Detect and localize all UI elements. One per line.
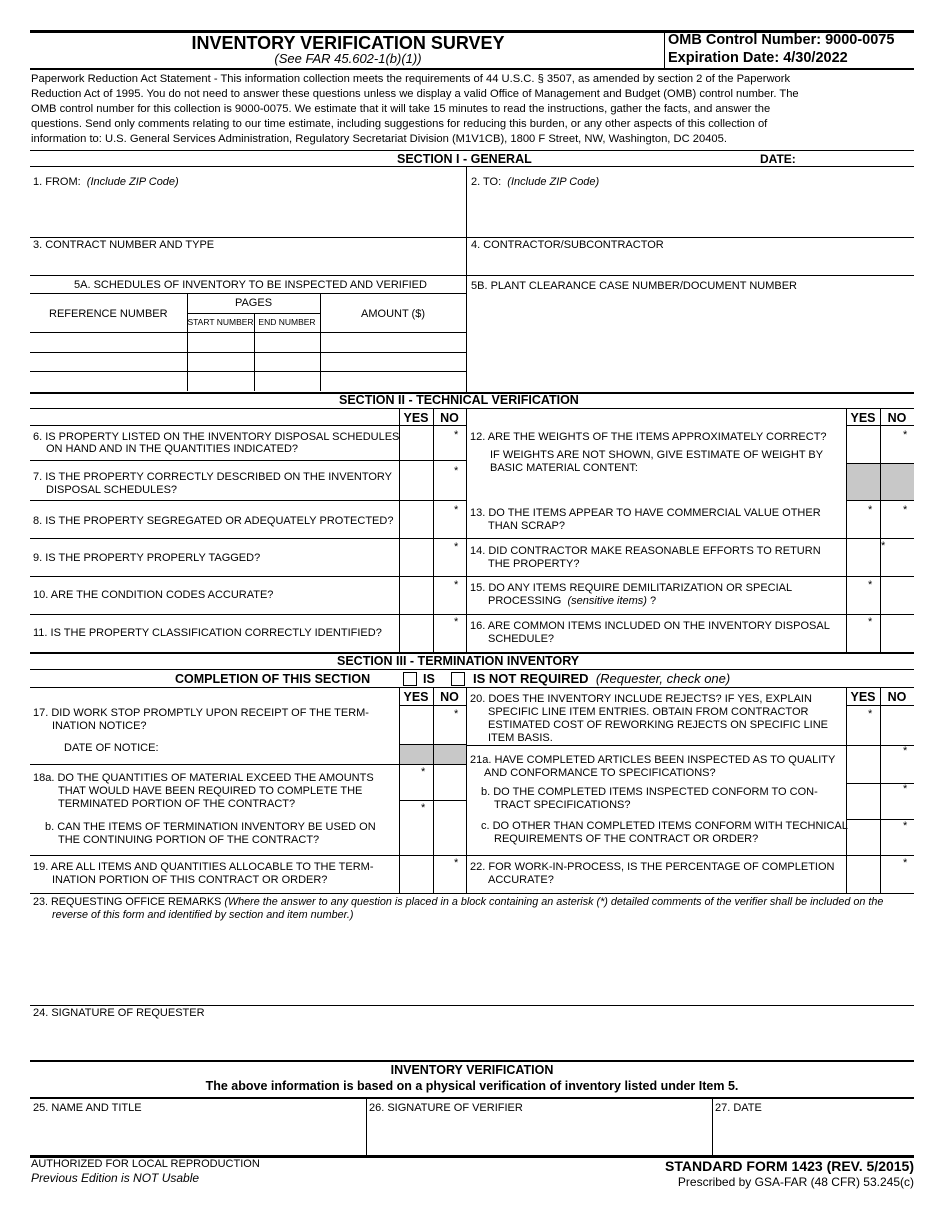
q22-no-box[interactable]	[881, 856, 913, 892]
amount-header: AMOUNT ($)	[361, 308, 425, 320]
question-15: 15. DO ANY ITEMS REQUIRE DEMILITARIZATION OR SPECIAL	[470, 582, 793, 594]
table-rule	[187, 313, 320, 314]
remarks-hint: reverse of this form and identified by section and item number.)	[52, 909, 354, 921]
q16-yes-box[interactable]	[847, 615, 879, 651]
verification-header-rule	[30, 1097, 914, 1099]
plant-clearance-field[interactable]	[468, 296, 912, 391]
question-16: 16. ARE COMMON ITEMS INCLUDED ON THE INVENTORY DISPOSAL	[470, 620, 830, 632]
q17-yes-box[interactable]	[400, 706, 432, 744]
q14-yes-box[interactable]	[847, 539, 879, 575]
verification-subtitle: The above information is based on a physical verification of inventory listed under Item 5.	[205, 1079, 739, 1093]
shaded-cell	[400, 745, 433, 764]
paperwork-line: information to: U.S. General Services Administration, Regulatory Secretariat Division (M1V1CB), 1800 F Street, NW, Washington, DC 20405.	[31, 133, 727, 145]
question-21a-cont: AND CONFORMANCE TO SPECIFICATIONS?	[484, 767, 716, 779]
asterisk-marker: *	[868, 579, 873, 591]
is-not-required-label: IS NOT REQUIRED (Requester, check one)	[473, 671, 731, 686]
form-subtitle: (See FAR 45.602-1(b)(1))	[274, 51, 422, 66]
q12-no-box[interactable]	[881, 426, 913, 463]
omb-divider	[664, 30, 665, 69]
yes-header: YES	[403, 690, 429, 704]
q18a-no-box[interactable]	[434, 765, 465, 800]
question-21b-cont: TRACT SPECIFICATIONS?	[494, 799, 631, 811]
reference-number-header: REFERENCE NUMBER	[49, 308, 168, 320]
plant-clearance-label: 5B. PLANT CLEARANCE CASE NUMBER/DOCUMENT NUMBER	[471, 280, 797, 292]
q20-no-box[interactable]	[881, 706, 913, 744]
question-15-cont: PROCESSING (sensitive items) ?	[488, 595, 657, 607]
question-18a-cont: TERMINATED PORTION OF THE CONTRACT?	[58, 798, 296, 810]
from-address-field[interactable]	[31, 192, 464, 236]
asterisk-marker: *	[454, 429, 459, 441]
is-label: IS	[423, 672, 435, 686]
asterisk-marker: *	[454, 504, 459, 516]
expiration-date: Expiration Date: 4/30/2022	[668, 50, 848, 66]
schedule-row-field[interactable]	[31, 353, 186, 370]
question-22: 22. FOR WORK-IN-PROCESS, IS THE PERCENTAGE OF COMPLETION	[470, 861, 835, 873]
table-rule	[30, 293, 466, 294]
question-11: 11. IS THE PROPERTY CLASSIFICATION CORRECTLY IDENTIFIED?	[33, 627, 382, 639]
contractor-field[interactable]	[468, 254, 912, 273]
asterisk-marker: *	[454, 616, 459, 628]
asterisk-marker: *	[868, 616, 873, 628]
question-12: 12. ARE THE WEIGHTS OF THE ITEMS APPROXIMATELY CORRECT?	[470, 431, 827, 443]
question-13: 13. DO THE ITEMS APPEAR TO HAVE COMMERCIAL VALUE OTHER	[470, 507, 821, 519]
question-22-cont: ACCURATE?	[488, 874, 554, 886]
q10-no-box[interactable]	[434, 577, 465, 613]
row-rule	[30, 275, 914, 276]
date-of-notice-field[interactable]	[160, 740, 396, 758]
question-7-cont: DISPOSAL SCHEDULES?	[46, 484, 178, 496]
section3-header-rule	[30, 669, 914, 670]
question-7: 7. IS THE PROPERTY CORRECTLY DESCRIBED ON THE INVENTORY	[33, 471, 393, 483]
question-18a-cont: THAT WOULD HAVE BEEN REQUIRED TO COMPLETE THE	[58, 785, 363, 797]
question-18a: 18a. DO THE QUANTITIES OF MATERIAL EXCEED THE AMOUNTS	[33, 772, 374, 784]
remarks-label: 23. REQUESTING OFFICE REMARKS (Where the answer to any question is placed in a block containing an asterisk (*) detailed comments of the verifier shall be included on the	[33, 896, 884, 908]
authorized-reproduction: AUTHORIZED FOR LOCAL REPRODUCTION	[31, 1158, 260, 1170]
q21a-no-box[interactable]	[881, 746, 913, 782]
question-14: 14. DID CONTRACTOR MAKE REASONABLE EFFORTS TO RETURN	[470, 545, 821, 557]
name-title-field[interactable]	[31, 1117, 364, 1153]
asterisk-marker: *	[454, 579, 459, 591]
q7-yes-box[interactable]	[400, 461, 432, 499]
name-title-label: 25. NAME AND TITLE	[33, 1102, 142, 1114]
verification-divider	[366, 1098, 367, 1155]
asterisk-marker: *	[454, 465, 459, 477]
question-12-cont: IF WEIGHTS ARE NOT SHOWN, GIVE ESTIMATE OF WEIGHT BY	[490, 449, 824, 461]
q18a-yes-box[interactable]	[400, 765, 432, 800]
verification-date-label: 27. DATE	[715, 1102, 762, 1114]
paperwork-line: OMB control number for this collection is 9000-0075. We estimate that it will take 15 minutes to read the instructions, gather the facts, and answer the	[31, 103, 771, 115]
no-header: NO	[440, 411, 459, 425]
q19-yes-box[interactable]	[400, 856, 432, 892]
asterisk-marker: *	[421, 766, 426, 778]
date-field[interactable]	[800, 151, 912, 167]
to-label: 2. TO: (Include ZIP Code)	[471, 176, 600, 188]
q18b-yes-box[interactable]	[400, 801, 432, 854]
question-20-cont: SPECIFIC LINE ITEM ENTRIES. OBTAIN FROM CONTRACTOR	[488, 706, 809, 718]
signature-requester-field[interactable]	[31, 1022, 913, 1058]
question-10: 10. ARE THE CONDITION CODES ACCURATE?	[33, 589, 274, 601]
q9-yes-box[interactable]	[400, 539, 432, 575]
date-label: DATE:	[760, 152, 796, 166]
row-rule	[30, 855, 914, 856]
center-divider	[466, 687, 467, 893]
question-6: 6. IS PROPERTY LISTED ON THE INVENTORY DISPOSAL SCHEDULES	[33, 431, 400, 443]
q12-yes-box[interactable]	[847, 426, 879, 463]
question-20: 20. DOES THE INVENTORY INCLUDE REJECTS? IF YES, EXPLAIN	[470, 693, 812, 705]
header-rule	[30, 68, 914, 70]
q10-yes-box[interactable]	[400, 577, 432, 613]
question-19: 19. ARE ALL ITEMS AND QUANTITIES ALLOCABLE TO THE TERM-	[33, 861, 374, 873]
question-21a: 21a. HAVE COMPLETED ARTICLES BEEN INSPECTED AS TO QUALITY	[470, 754, 836, 766]
shaded-cell	[847, 464, 880, 500]
remarks-bottom-rule	[30, 1005, 914, 1006]
asterisk-marker: *	[903, 429, 908, 441]
q15-no-box[interactable]	[881, 577, 913, 613]
question-13-cont: THAN SCRAP?	[488, 520, 566, 532]
contractor-label: 4. CONTRACTOR/SUBCONTRACTOR	[471, 239, 664, 251]
section3-title: SECTION III - TERMINATION INVENTORY	[337, 654, 580, 668]
prescribed-by: Prescribed by GSA-FAR (48 CFR) 53.245(c)	[677, 1175, 914, 1189]
asterisk-marker: *	[903, 820, 908, 832]
question-17: 17. DID WORK STOP PROMPTLY UPON RECEIPT OF THE TERM-	[33, 707, 369, 719]
no-header: NO	[440, 690, 459, 704]
question-20-cont: ESTIMATED COST OF REWORKING REJECTS ON SPECIFIC LINE	[488, 719, 829, 731]
verification-divider	[712, 1098, 713, 1155]
question-9: 9. IS THE PROPERTY PROPERLY TAGGED?	[33, 552, 261, 564]
q22-yes-box[interactable]	[847, 856, 879, 892]
q9-no-box[interactable]	[434, 539, 465, 575]
question-20-cont: ITEM BASIS.	[488, 732, 553, 744]
schedule-row-field[interactable]	[31, 372, 186, 390]
asterisk-marker: *	[454, 708, 459, 720]
is-required-checkbox[interactable]	[403, 672, 417, 686]
verification-date-field[interactable]	[714, 1117, 912, 1153]
from-label: 1. FROM: (Include ZIP Code)	[33, 176, 179, 188]
question-21c: c. DO OTHER THAN COMPLETED ITEMS CONFORM WITH TECHNICAL	[481, 820, 848, 832]
q21a-yes-box[interactable]	[847, 746, 879, 782]
pages-header: PAGES	[234, 297, 273, 309]
asterisk-marker: *	[868, 708, 873, 720]
row-rule	[30, 614, 914, 615]
contract-number-field[interactable]	[31, 254, 464, 273]
end-number-header: END NUMBER	[258, 317, 316, 327]
question-17-cont: INATION NOTICE?	[52, 720, 147, 732]
question-12-cont: BASIC MATERIAL CONTENT:	[490, 462, 638, 474]
section1-header-rule	[30, 166, 914, 167]
schedules-label: 5A. SCHEDULES OF INVENTORY TO BE INSPECTED AND VERIFIED	[74, 279, 427, 291]
yes-header: YES	[850, 411, 876, 425]
weight-estimate-field[interactable]	[468, 476, 844, 500]
question-19-cont: INATION PORTION OF THIS CONTRACT OR ORDER?	[52, 874, 328, 886]
q15-yes-box[interactable]	[847, 577, 879, 613]
q11-yes-box[interactable]	[400, 615, 432, 651]
paperwork-line: Reduction Act of 1995. You do not need to answer these questions unless we display a valid Office of Management and Budget (OMB) control number. The	[31, 88, 799, 100]
completion-label: COMPLETION OF THIS SECTION	[175, 672, 371, 686]
question-18b-cont: THE CONTINUING PORTION OF THE CONTRACT?	[58, 834, 320, 846]
asterisk-marker: *	[903, 783, 908, 795]
q7-no-box[interactable]	[434, 461, 465, 499]
form-title: INVENTORY VERIFICATION SURVEY	[191, 33, 505, 53]
q17-no-box[interactable]	[434, 706, 465, 744]
previous-edition-note: Previous Edition is NOT Usable	[31, 1171, 200, 1185]
section1-title: SECTION I - GENERAL	[397, 152, 532, 166]
paperwork-line: Paperwork Reduction Act Statement - This information collection meets the requirements of 44 U.S.C. § 3507, as amended by section 2 of the Paperwork	[31, 73, 791, 85]
question-21b: b. DO THE COMPLETED ITEMS INSPECTED CONFORM TO CON-	[481, 786, 818, 798]
verification-title: INVENTORY VERIFICATION	[390, 1063, 554, 1077]
q16-no-box[interactable]	[881, 615, 913, 651]
standard-form-number: STANDARD FORM 1423 (REV. 5/2015)	[665, 1158, 914, 1174]
shaded-cell	[881, 464, 914, 500]
no-header: NO	[887, 411, 907, 425]
question-18b: b. CAN THE ITEMS OF TERMINATION INVENTORY BE USED ON	[45, 821, 376, 833]
start-number-header: START NUMBER	[187, 317, 254, 327]
section2-header-rule	[30, 408, 914, 409]
asterisk-marker: *	[903, 857, 908, 869]
question-21c-cont: REQUIREMENTS OF THE CONTRACT OR ORDER?	[494, 833, 759, 845]
to-address-field[interactable]	[468, 192, 912, 236]
q11-no-box[interactable]	[434, 615, 465, 651]
row-rule	[30, 576, 914, 577]
section2-title: SECTION II - TECHNICAL VERIFICATION	[339, 393, 579, 407]
center-divider	[466, 408, 467, 652]
question-14-cont: THE PROPERTY?	[488, 558, 580, 570]
yes-header: YES	[403, 411, 429, 425]
q6-no-box[interactable]	[434, 426, 465, 459]
q8-yes-box[interactable]	[400, 501, 432, 537]
q8-no-box[interactable]	[434, 501, 465, 537]
q13-no-box[interactable]	[881, 501, 913, 537]
date-of-notice-label: DATE OF NOTICE:	[64, 742, 159, 754]
question-16-cont: SCHEDULE?	[488, 633, 555, 645]
verifier-signature-field[interactable]	[368, 1117, 710, 1153]
row-rule	[30, 538, 914, 539]
asterisk-marker: *	[903, 745, 908, 757]
schedule-row-field[interactable]	[31, 333, 186, 351]
row-rule	[30, 237, 914, 238]
row-rule	[30, 687, 914, 688]
remarks-field[interactable]	[31, 924, 913, 1004]
q21c-yes-box[interactable]	[847, 820, 879, 854]
signature-requester-label: 24. SIGNATURE OF REQUESTER	[33, 1007, 205, 1019]
asterisk-marker: *	[454, 541, 459, 553]
section1-top-rule	[30, 150, 914, 151]
question-6-cont: ON HAND AND IN THE QUANTITIES INDICATED?	[46, 443, 299, 455]
paperwork-line: questions. Send only comments relating to our time estimate, including suggestions for reducing this burden, or any other aspects of this collection of	[31, 118, 768, 130]
q21b-yes-box[interactable]	[847, 784, 879, 818]
is-not-required-checkbox[interactable]	[451, 672, 465, 686]
shaded-cell	[434, 745, 466, 764]
section3-bottom-rule	[30, 893, 914, 894]
q21b-no-box[interactable]	[881, 784, 913, 818]
asterisk-marker: *	[881, 540, 886, 552]
asterisk-marker: *	[454, 857, 459, 869]
q19-no-box[interactable]	[434, 856, 465, 892]
q18b-no-box[interactable]	[434, 801, 465, 854]
asterisk-marker: *	[903, 504, 908, 516]
no-header: NO	[887, 690, 907, 704]
asterisk-marker: *	[868, 504, 873, 516]
q13-yes-box[interactable]	[847, 501, 879, 537]
verifier-signature-label: 26. SIGNATURE OF VERIFIER	[369, 1102, 523, 1114]
q21c-no-box[interactable]	[881, 820, 913, 854]
q14-no-box[interactable]	[881, 539, 913, 575]
yes-header: YES	[850, 690, 876, 704]
verification-top-rule	[30, 1060, 914, 1062]
q6-yes-box[interactable]	[400, 426, 432, 459]
q20-yes-box[interactable]	[847, 706, 879, 744]
asterisk-marker: *	[421, 802, 426, 814]
contract-number-label: 3. CONTRACT NUMBER AND TYPE	[33, 239, 215, 251]
question-8: 8. IS THE PROPERTY SEGREGATED OR ADEQUATELY PROTECTED?	[33, 515, 394, 527]
omb-control-number: OMB Control Number: 9000-0075	[668, 32, 895, 48]
section1-center-divider	[466, 166, 467, 393]
